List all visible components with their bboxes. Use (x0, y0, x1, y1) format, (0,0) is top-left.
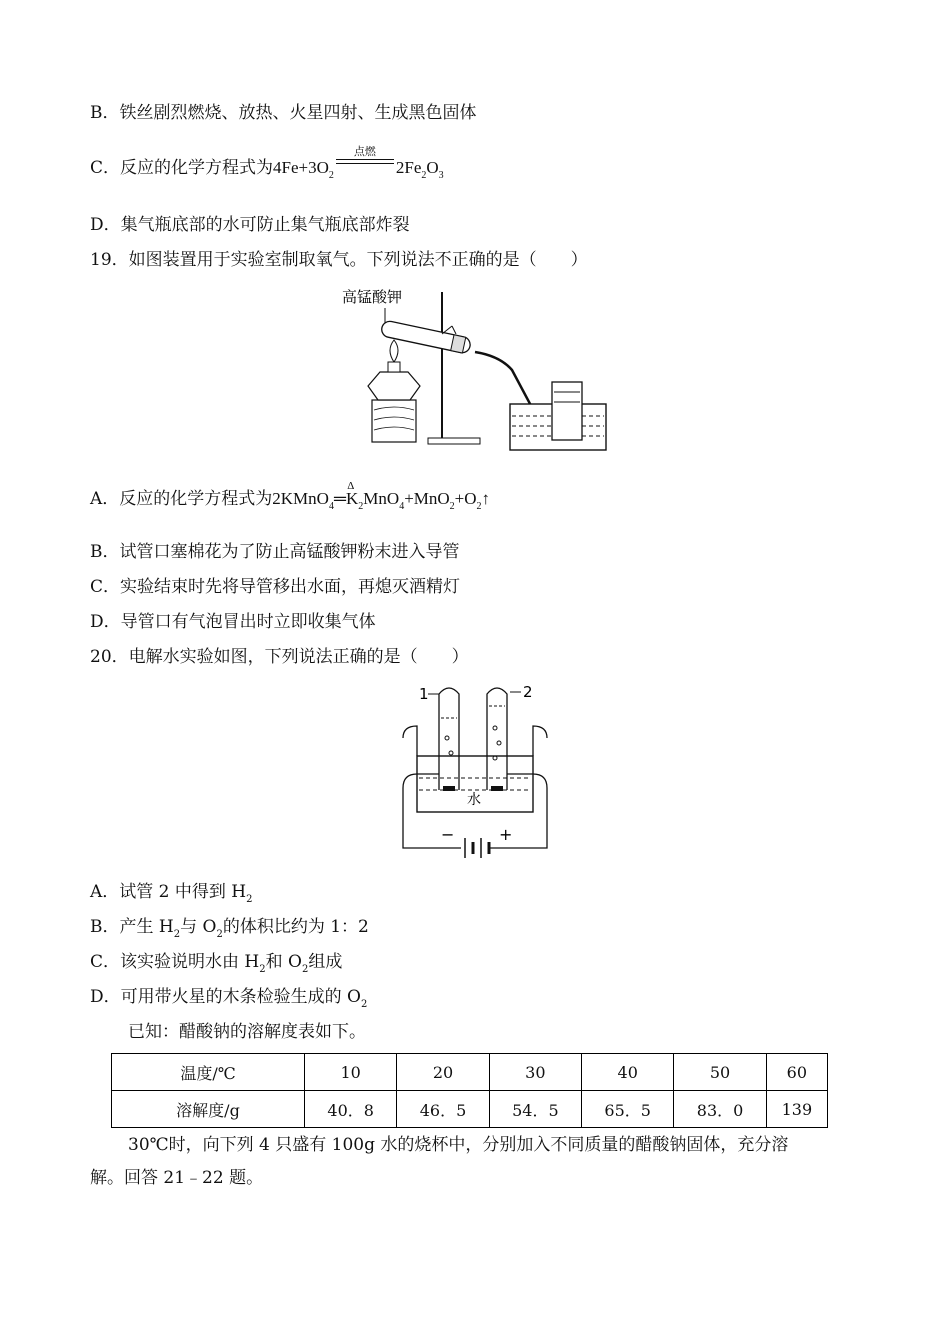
tube-1-label: 1 (419, 685, 429, 703)
reaction-condition: 点燃 (353, 145, 376, 158)
q20-stem: 20．电解水实验如图，下列说法正确的是（ ） (90, 647, 469, 667)
table-cell: 54．5 (489, 1091, 581, 1128)
q20-option-b: B．产生 $H_2$与 $O_2$的体积比约为 1：2 (90, 917, 369, 940)
q19-option-a-prefix: A．反应的化学方程式为 (90, 489, 273, 509)
table-cell: 10 (305, 1054, 397, 1091)
table-cell: 50 (674, 1054, 766, 1091)
paragraph-line-1: 30℃时，向下列 4 只盛有 100g 水的烧杯中，分别加入不同质量的醋酸钠固体，充分溶 (128, 1135, 789, 1155)
q19-option-b: B．试管口塞棉花为了防止高锰酸钾粉末进入导管 (90, 542, 460, 562)
heat-condition: Δ (347, 480, 355, 492)
q19-option-d: D．导管口有气泡冒出时立即收集气体 (90, 612, 376, 632)
table-cell: 139 (766, 1091, 827, 1128)
positive-terminal: + (499, 825, 513, 844)
q18-option-d: D．集气瓶底部的水可防止集气瓶底部炸裂 (90, 215, 410, 235)
paragraph-line-2: 解。回答 21﹣22 题。 (90, 1168, 264, 1188)
reaction-arrow (336, 145, 394, 180)
q20-option-d: D．可用带火星的木条检验生成的 $O_2$ (90, 987, 368, 1010)
q19-option-c: C．实验结束时先将导管移出水面，再熄灭酒精灯 (90, 577, 461, 597)
water-label: 水 (467, 792, 481, 808)
q19-stem: 19．如图装置用于实验室制取氧气。下列说法不正确的是（ ） (90, 250, 588, 270)
q18-option-c-prefix: C．反应的化学方程式为 (90, 158, 274, 178)
q19-equation: Δ $2KMnO_4═K_2MnO_4+MnO_2+O_2↑$ (272, 489, 490, 508)
q20-option-a: A．试管 2 中得到 $H_2$ (90, 882, 253, 905)
table-row (112, 1054, 828, 1091)
tube-2-label: 2 (523, 683, 533, 701)
figure-label-kmno4: 高锰酸钾 (342, 288, 403, 306)
solubility-table (111, 1053, 828, 1128)
q19-option-a (90, 480, 491, 514)
table-row (112, 1091, 828, 1128)
q18-equation: $4Fe+3O_2$ 点燃 $2Fe_2O_3$ (273, 158, 444, 177)
table-cell: 65．5 (582, 1091, 674, 1128)
table-header-solubility: 溶解度/g (112, 1091, 305, 1128)
table-cell: 40 (582, 1054, 674, 1091)
q20-option-c: C．该实验说明水由 $H_2$和 $O_2$组成 (90, 952, 343, 975)
table-cell: 20 (397, 1054, 489, 1091)
oxygen-apparatus-diagram (340, 282, 620, 454)
table-cell: 40．8 (305, 1091, 397, 1128)
q18-option-c (90, 145, 444, 183)
table-cell: 30 (489, 1054, 581, 1091)
electrolysis-diagram (395, 678, 555, 868)
known-statement: 已知：醋酸钠的溶解度表如下。 (128, 1022, 366, 1042)
table-cell: 46．5 (397, 1091, 489, 1128)
negative-terminal: − (441, 825, 455, 844)
table-cell: 83．0 (674, 1091, 766, 1128)
table-cell: 60 (766, 1054, 827, 1091)
q18-option-b: B．铁丝剧烈燃烧、放热、火星四射、生成黑色固体 (90, 103, 477, 123)
table-header-temperature: 温度/℃ (112, 1054, 305, 1091)
